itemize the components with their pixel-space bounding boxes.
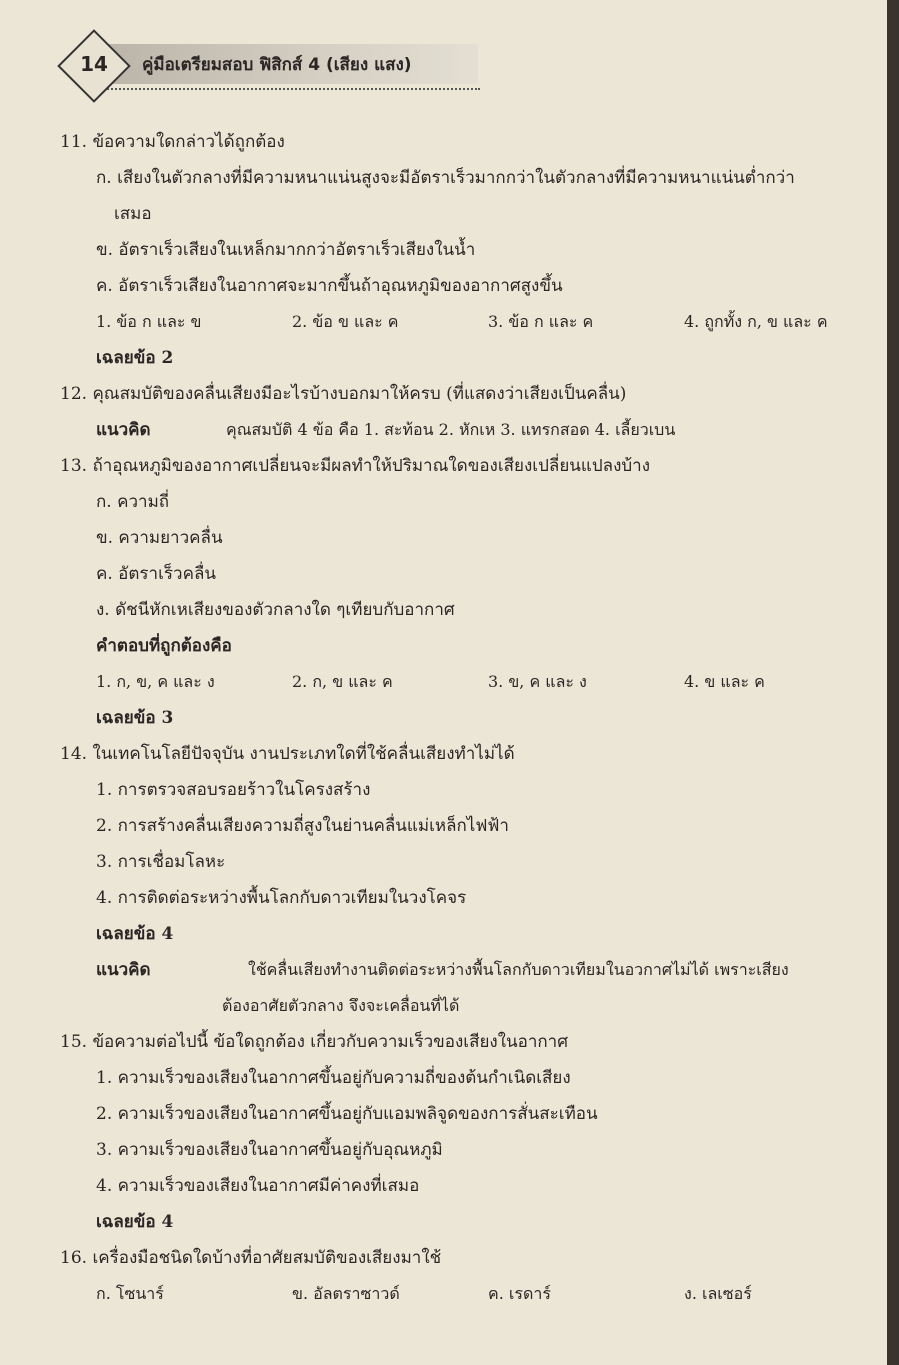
q11-item-c: ค. อัตราเร็วเสียงในอากาศจะมากขึ้นถ้าอุณหภูมิของอากาศสูงขึ้น (96, 276, 563, 296)
q13-choice-1: 1. ก, ข, ค และ ง (96, 672, 215, 691)
q14-explanation-2: ต้องอาศัยตัวกลาง จึงจะเคลื่อนที่ได้ (222, 996, 460, 1015)
q12-label: แนวคิด (96, 420, 151, 440)
q12-stem: 12. คุณสมบัติของคลื่นเสียงมีอะไรบ้างบอกมาให้ครบ (ที่แสดงว่าเสียงเป็นคลื่น) (60, 384, 627, 404)
q14-answer: เฉลยข้อ 4 (96, 924, 174, 944)
q11-answer: เฉลยข้อ 2 (96, 348, 174, 368)
page-edge (887, 0, 899, 1365)
q16-stem: 16. เครื่องมือชนิดใดบ้างที่อาศัยสมบัติของเสียงมาใช้ (60, 1248, 442, 1268)
page-title: คู่มือเตรียมสอบ ฟิสิกส์ 4 (เสียง แสง) (142, 55, 412, 75)
q15-option-3: 3. ความเร็วของเสียงในอากาศขึ้นอยู่กับอุณหภูมิ (96, 1140, 443, 1160)
q15-option-1: 1. ความเร็วของเสียงในอากาศขึ้นอยู่กับความถี่ของต้นกำเนิดเสียง (96, 1068, 571, 1088)
q14-option-4: 4. การติดต่อระหว่างพื้นโลกกับดาวเทียมในวงโคจร (96, 888, 467, 908)
q13-item-a: ก. ความถี่ (96, 492, 170, 512)
q11-choices (96, 310, 876, 334)
q13-choices (96, 670, 876, 694)
q11-item-b: ข. อัตราเร็วเสียงในเหล็กมากกว่าอัตราเร็วเสียงในน้ำ (96, 240, 476, 260)
q13-choice-3: 3. ข, ค และ ง (488, 672, 587, 691)
q13-prompt: คำตอบที่ถูกต้องคือ (96, 636, 232, 656)
q11-choice-3: 3. ข้อ ก และ ค (488, 312, 594, 331)
q16-choice-b: ข. อัลตราซาวด์ (292, 1284, 400, 1303)
q13-choice-2: 2. ก, ข และ ค (292, 672, 393, 691)
q11-choice-4: 4. ถูกทั้ง ก, ข และ ค (684, 312, 828, 331)
q15-option-4: 4. ความเร็วของเสียงในอากาศมีค่าคงที่เสมอ (96, 1176, 420, 1196)
q11-item-a-cont: เสมอ (114, 204, 152, 224)
q16-choices (96, 1282, 876, 1306)
q11-item-a: ก. เสียงในตัวกลางที่มีความหนาแน่นสูงจะมีอัตราเร็วมากกว่าในตัวกลางที่มีความหนาแน่นต่ำกว่า (96, 168, 795, 188)
q13-choice-4: 4. ข และ ค (684, 672, 765, 691)
q14-option-2: 2. การสร้างคลื่นเสียงความถี่สูงในย่านคลื่นแม่เหล็กไฟฟ้า (96, 816, 509, 836)
q16-choice-a: ก. โซนาร์ (96, 1284, 164, 1303)
q14-label: แนวคิด (96, 960, 151, 980)
header-dotted-rule (100, 88, 480, 90)
page-header (60, 38, 480, 96)
q13-item-d: ง. ดัชนีหักเหเสียงของตัวกลางใด ๆเทียบกับอากาศ (96, 600, 455, 620)
q15-option-2: 2. ความเร็วของเสียงในอากาศขึ้นอยู่กับแอมพลิจูดของการสั่นสะเทือน (96, 1104, 598, 1124)
q13-answer: เฉลยข้อ 3 (96, 708, 174, 728)
q14-explanation-1: ใช้คลื่นเสียงทำงานติดต่อระหว่างพื้นโลกกับดาวเทียมในอวกาศไม่ได้ เพราะเสียง (248, 960, 789, 979)
q11-choice-2: 2. ข้อ ข และ ค (292, 312, 399, 331)
page-number: 14 (80, 52, 108, 76)
q14-stem: 14. ในเทคโนโลยีปัจจุบัน งานประเภทใดที่ใช้คลื่นเสียงทำไม่ได้ (60, 744, 515, 764)
q11-stem: 11. ข้อความใดกล่าวได้ถูกต้อง (60, 132, 285, 152)
q13-item-b: ข. ความยาวคลื่น (96, 528, 223, 548)
q15-stem: 15. ข้อความต่อไปนี้ ข้อใดถูกต้อง เกี่ยวกับความเร็วของเสียงในอากาศ (60, 1032, 569, 1052)
q12-explanation: คุณสมบัติ 4 ข้อ คือ 1. สะท้อน 2. หักเห 3. แทรกสอด 4. เลี้ยวเบน (226, 420, 676, 439)
q14-option-3: 3. การเชื่อมโลหะ (96, 852, 226, 872)
q11-choice-1: 1. ข้อ ก และ ข (96, 312, 202, 331)
q16-choice-d: ง. เลเซอร์ (684, 1284, 752, 1303)
q13-item-c: ค. อัตราเร็วคลื่น (96, 564, 217, 584)
q15-answer: เฉลยข้อ 4 (96, 1212, 174, 1232)
q16-choice-c: ค. เรดาร์ (488, 1284, 551, 1303)
q13-stem: 13. ถ้าอุณหภูมิของอากาศเปลี่ยนจะมีผลทำให้ปริมาณใดของเสียงเปลี่ยนแปลงบ้าง (60, 456, 651, 476)
q14-option-1: 1. การตรวจสอบรอยร้าวในโครงสร้าง (96, 780, 371, 800)
